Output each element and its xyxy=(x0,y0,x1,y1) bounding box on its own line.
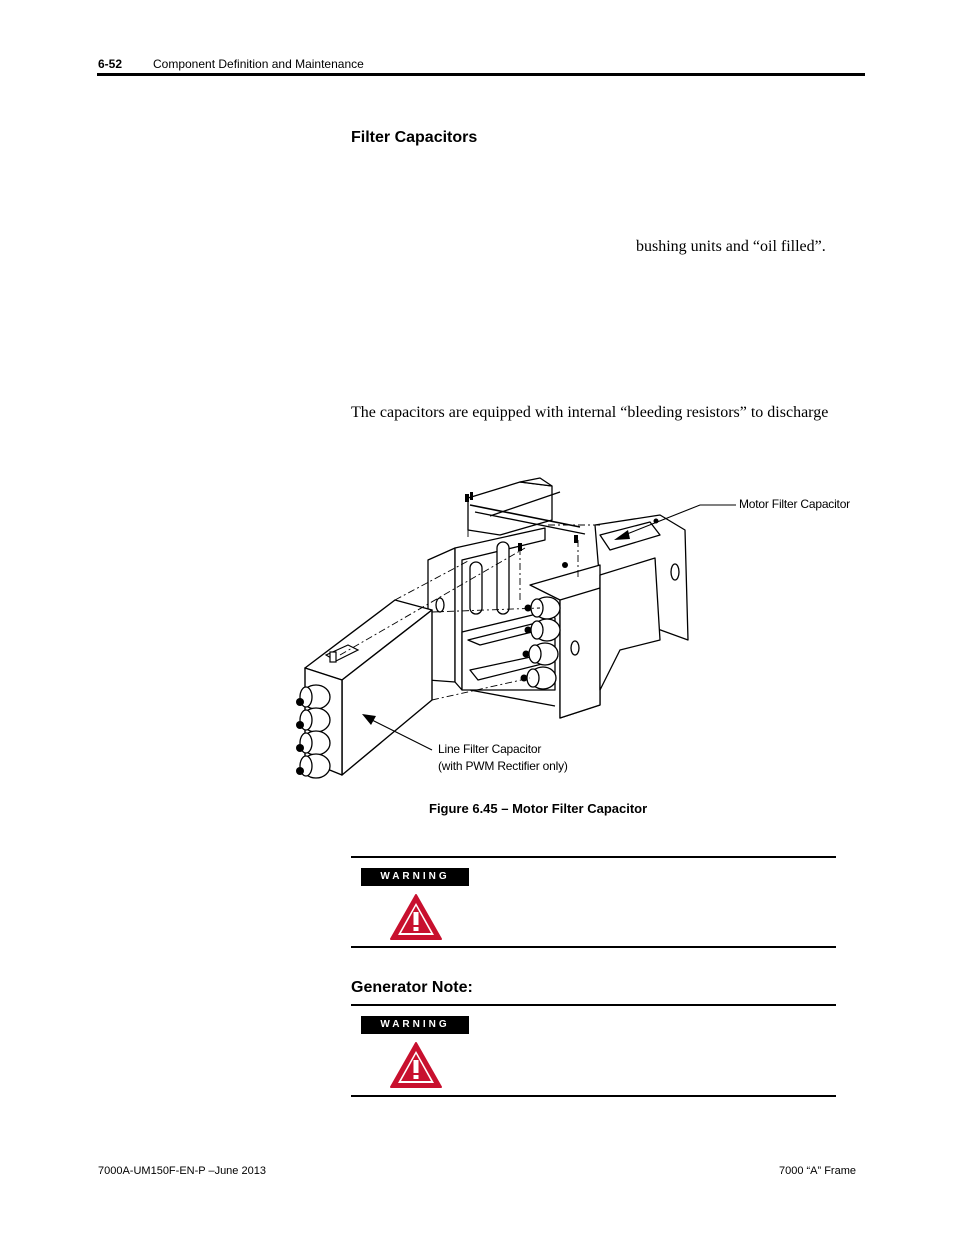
warning-top-rule xyxy=(351,1004,836,1006)
warning-bottom-rule xyxy=(351,946,836,948)
figure-caption: Figure 6.45 – Motor Filter Capacitor xyxy=(429,801,648,816)
callout-line-filter xyxy=(438,741,568,775)
warning-badge: WARNING xyxy=(361,1016,469,1034)
warning-top-rule xyxy=(351,856,836,858)
callout-line-filter-line-1: Line Filter Capacitor xyxy=(438,742,542,756)
header-rule xyxy=(97,73,865,76)
page-number: 6-52 xyxy=(98,57,123,71)
warning-badge: WARNING xyxy=(361,868,469,886)
body-text-fragment-1: bushing units and “oil filled”. xyxy=(636,238,826,255)
section-title: Filter Capacitors xyxy=(351,129,478,146)
warning-triangle-icon xyxy=(389,893,443,941)
generator-note-title: Generator Note: xyxy=(351,979,473,996)
footer-doc-id: 7000A-UM150F-EN-P –June 2013 xyxy=(98,1165,266,1177)
callout-line-filter-line-2: (with PWM Rectifier only) xyxy=(438,759,568,773)
warning-bottom-rule xyxy=(351,1095,836,1097)
body-text-fragment-2: The capacitors are equipped with internal “bleeding resistors” to discharge xyxy=(351,404,829,421)
callout-motor-filter: Motor Filter Capacitor xyxy=(739,497,850,511)
warning-triangle-icon xyxy=(389,1041,443,1089)
footer-product: 7000 “A” Frame xyxy=(778,1165,856,1177)
chapter-title: Component Definition and Maintenance xyxy=(153,57,364,71)
capacitor-assembly-drawing xyxy=(290,475,870,785)
